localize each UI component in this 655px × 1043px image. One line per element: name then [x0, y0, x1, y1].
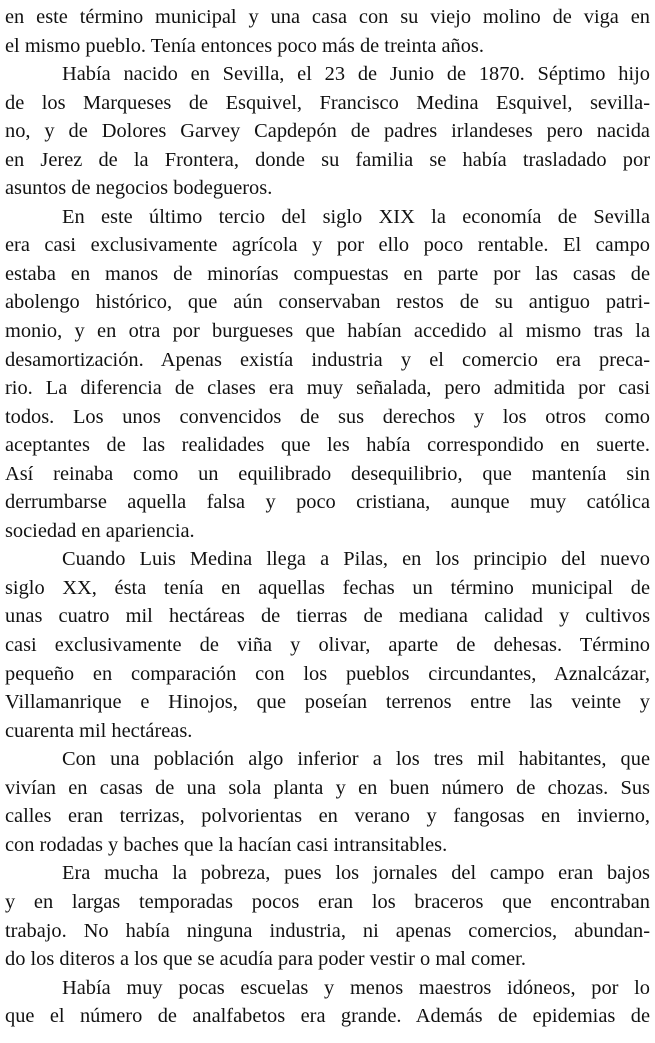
paragraph: [5, 745, 650, 859]
text-line: do los diteros a los que se acudía para poder vestir o mal comer.: [5, 948, 526, 971]
text-line: que el número de analfabetos era grande. Además de epidemias de: [5, 1005, 650, 1028]
text-line: era casi exclusivamente agrícola y por ello poco rentable. El campo: [5, 234, 650, 257]
text-line: unas cuatro mil hectáreas de tierras de mediana calidad y cultivos: [5, 605, 650, 628]
text-line: pequeño en comparación con los pueblos circundantes, Aznalcázar,: [5, 662, 650, 685]
text-line: abolengo histórico, que aún conservaban restos de su antiguo patri-: [5, 291, 650, 314]
text-line: no, y de Dolores Garvey Capdepón de padres irlandeses pero nacida: [5, 120, 650, 143]
text-line: estaba en manos de minorías compuestas en parte por las casas de: [5, 262, 650, 285]
text-line: calles eran terrizas, polvorientas en verano y fangosas en invierno,: [5, 805, 650, 828]
text-line: rio. La diferencia de clases era muy señalada, pero admitida por casi: [5, 377, 650, 400]
text-line: derrumbarse aquella falsa y poco cristiana, aunque muy católica: [5, 491, 650, 514]
text-line: y en largas temporadas pocos eran los braceros que encontraban: [5, 890, 650, 913]
paragraph: [5, 545, 650, 745]
text-line: Así reinaba como un equilibrado desequilibrio, que mantenía sin: [5, 462, 650, 485]
paragraph: [5, 859, 650, 973]
paragraph: [5, 60, 650, 203]
text-line: Con una población algo inferior a los tres mil habitantes, que: [62, 748, 650, 771]
text-line: trabajo. No había ninguna industria, ni apenas comercios, abundan-: [5, 919, 650, 942]
text-line: casi exclusivamente de viña y olivar, aparte de dehesas. Término: [5, 634, 650, 657]
text-line: en Jerez de la Frontera, donde su familia se había trasladado por: [5, 148, 650, 171]
text-line: Había nacido en Sevilla, el 23 de Junio de 1870. Séptimo hijo: [62, 63, 650, 86]
text-line: aceptantes de las realidades que les había correspondido en suerte.: [5, 434, 650, 457]
text-line: de los Marqueses de Esquivel, Francisco Medina Esquivel, sevilla-: [5, 91, 650, 114]
text-line: Era mucha la pobreza, pues los jornales del campo eran bajos: [62, 862, 650, 885]
paragraph: [5, 974, 650, 1031]
text-line: En este último tercio del siglo XIX la economía de Sevilla: [62, 205, 650, 228]
text-line: en este término municipal y una casa con su viejo molino de viga en: [5, 6, 650, 28]
text-line: vivían en casas de una sola planta y en buen número de chozas. Sus: [5, 776, 650, 799]
document-page: [5, 3, 650, 1031]
paragraph: [5, 203, 650, 546]
text-line: con rodadas y baches que la hacían casi intransitables.: [5, 833, 448, 856]
text-line: monio, y en otra por burgueses que habían accedido al mismo tras la: [5, 320, 650, 343]
text-line: Cuando Luis Medina llega a Pilas, en los principio del nuevo: [62, 548, 650, 571]
text-line: el mismo pueblo. Tenía entonces poco más de treinta años.: [5, 34, 484, 57]
text-line: desamortización. Apenas existía industria y el comercio era preca-: [5, 348, 650, 371]
text-line: Villamanrique e Hinojos, que poseían terrenos entre las veinte y: [5, 691, 650, 714]
paragraph: [5, 3, 650, 60]
text-line: siglo XX, ésta tenía en aquellas fechas un término municipal de: [5, 576, 650, 599]
text-line: Había muy pocas escuelas y menos maestros idóneos, por lo: [62, 976, 650, 999]
text-line: cuarenta mil hectáreas.: [5, 719, 193, 742]
text-line: todos. Los unos convencidos de sus derechos y los otros como: [5, 405, 650, 428]
text-line: asuntos de negocios bodegueros.: [5, 177, 273, 200]
text-line: sociedad en apariencia.: [5, 519, 195, 542]
